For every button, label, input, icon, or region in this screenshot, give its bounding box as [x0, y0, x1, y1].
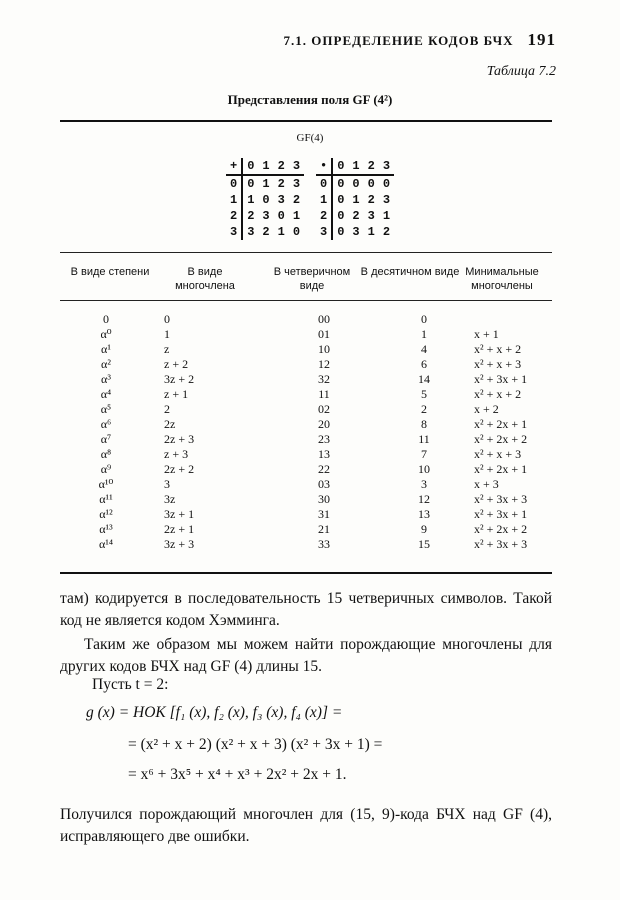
add-cell: 1	[262, 177, 270, 191]
mul-row-header: 3	[316, 224, 332, 240]
cell-dec: 5	[421, 387, 427, 401]
formula-line-3: = x⁶ + 3x⁵ + x⁴ + x³ + 2x² + 2x + 1.	[128, 766, 347, 783]
cell-min: x² + x + 3	[474, 447, 522, 461]
col-header-minimal: Минимальные многочлены	[465, 266, 539, 292]
formula-line-2: = (x² + x + 2) (x² + x + 3) (x² + 3x + 1) =	[128, 736, 383, 753]
cell-quat: 22	[318, 462, 330, 476]
add-cell: 2	[292, 193, 301, 207]
mul-cell: 0	[367, 177, 375, 191]
mul-cell: 2	[382, 225, 391, 239]
mul-cell: 1	[352, 193, 360, 207]
cell-poly: 2z + 2	[164, 462, 195, 476]
add-cell: 0	[247, 177, 255, 191]
cell-min: x² + x + 2	[474, 342, 522, 356]
cell-poly: 3z + 2	[164, 372, 195, 386]
mul-cell: 0	[337, 225, 345, 239]
add-row-header: 1	[226, 192, 242, 208]
cell-dec: 2	[421, 402, 427, 416]
cell-min: x² + 2x + 1	[474, 417, 528, 431]
table-row	[56, 492, 584, 507]
cell-quat: 33	[318, 537, 330, 551]
mul-operator: •	[316, 158, 332, 175]
table-row	[56, 342, 584, 357]
cell-poly: z + 2	[164, 357, 189, 371]
cell-quat: 11	[318, 387, 330, 401]
cell-power: α⁹	[100, 462, 112, 476]
table-row	[56, 462, 584, 477]
table-row	[56, 357, 584, 372]
mul-cell: 2	[367, 193, 375, 207]
add-cell: 3	[277, 193, 285, 207]
cell-min: x² + 2x + 2	[474, 522, 528, 536]
cell-poly: 0	[164, 312, 170, 326]
cell-quat: 00	[318, 312, 330, 326]
add-cell: 0	[277, 209, 285, 223]
cell-power: α¹²	[99, 507, 113, 521]
cell-dec: 0	[421, 312, 427, 326]
cell-power: α⁵	[100, 402, 112, 416]
cell-power: α¹⁴	[98, 537, 114, 551]
mul-row	[316, 224, 394, 240]
cell-dec: 11	[418, 432, 430, 446]
cell-min: x² + 2x + 1	[474, 462, 528, 476]
cell-quat: 20	[318, 417, 330, 431]
col-header-power: В виде степени	[70, 266, 150, 278]
add-row	[226, 208, 304, 224]
add-cell: 1	[247, 193, 255, 207]
table-row	[56, 312, 584, 327]
page-number: 191	[527, 30, 556, 49]
mul-cell: 1	[382, 209, 391, 223]
cell-dec: 13	[418, 507, 430, 521]
cell-poly: 2z + 3	[164, 432, 195, 446]
cell-quat: 02	[318, 402, 330, 416]
paragraph-2: Таким же образом мы можем найти порождающие многочлены для других кодов БЧХ над GF (4) длины 15.	[60, 636, 552, 675]
cell-poly: 2z	[164, 417, 176, 431]
col-header-quaternary: В четверичном виде	[273, 266, 351, 292]
cell-quat: 03	[318, 477, 330, 491]
cell-poly: 1	[164, 327, 170, 341]
formula-line-1: g (x) = НОК [f₁ (x), f₂ (x), f₃ (x), f₄ (x)] =	[86, 704, 343, 721]
table-row	[56, 402, 584, 417]
cell-dec: 8	[421, 417, 427, 431]
cell-quat: 21	[318, 522, 330, 536]
table-row	[56, 387, 584, 402]
cell-min: x + 2	[474, 402, 499, 416]
add-cell: 0	[262, 193, 270, 207]
table-row	[56, 417, 584, 432]
let-statement: Пусть t = 2:	[92, 676, 169, 693]
mul-col-header: 1	[348, 158, 363, 175]
cell-power: α⁷	[100, 432, 112, 446]
cell-quat: 13	[318, 447, 330, 461]
cell-min: x + 3	[474, 477, 499, 491]
add-cell: 0	[292, 225, 301, 239]
add-col-header: 2	[274, 158, 289, 175]
table-title: Представления поля GF (4²)	[227, 92, 393, 107]
cell-quat: 10	[318, 342, 330, 356]
cell-dec: 14	[418, 372, 430, 386]
add-row	[226, 192, 304, 208]
add-col-header: 3	[289, 158, 304, 175]
field-representation-table	[56, 312, 584, 552]
add-row-header: 0	[226, 175, 242, 192]
running-header	[284, 30, 556, 50]
add-cell: 3	[262, 209, 270, 223]
cell-min: x² + 2x + 2	[474, 432, 528, 446]
cell-dec: 7	[421, 447, 427, 461]
table-row	[56, 372, 584, 387]
paragraph-1: там) кодируется в последовательность 15 четверичных символов. Такой код не является кодом Хэмминга.	[60, 590, 552, 629]
cell-power: α²	[101, 357, 111, 371]
cell-min	[474, 312, 584, 327]
mul-cell: 2	[352, 209, 360, 223]
add-cell: 1	[277, 225, 285, 239]
add-row	[226, 224, 304, 240]
top-rule	[60, 120, 552, 122]
add-cell: 2	[247, 209, 255, 223]
cell-min: x² + 3x + 1	[474, 507, 528, 521]
cell-power: α¹¹	[99, 492, 113, 506]
cell-dec: 9	[421, 522, 427, 536]
bottom-rule	[60, 572, 552, 574]
table-row	[56, 537, 584, 552]
mul-cell: 3	[367, 209, 375, 223]
add-cell: 3	[247, 225, 255, 239]
cell-power: α⁸	[100, 447, 112, 461]
divider-rule	[60, 252, 552, 253]
mul-row	[316, 192, 394, 208]
multiplication-table	[316, 158, 394, 240]
gf4-label: GF(4)	[296, 132, 324, 144]
add-cell: 2	[262, 225, 270, 239]
cell-poly: z	[164, 342, 170, 356]
add-operator: +	[226, 158, 242, 175]
cell-poly: z + 1	[164, 387, 189, 401]
cell-power: α¹	[101, 342, 111, 356]
cell-power: α³	[101, 372, 111, 386]
table-row	[56, 432, 584, 447]
add-row	[226, 175, 304, 192]
section-title: 7.1. ОПРЕДЕЛЕНИЕ КОДОВ БЧХ	[283, 33, 514, 48]
add-cell: 3	[292, 177, 301, 191]
mul-row-header: 0	[316, 175, 332, 192]
cell-dec: 4	[421, 342, 427, 356]
mul-col-header: 2	[364, 158, 379, 175]
mul-row	[316, 208, 394, 224]
add-row-header: 3	[226, 224, 242, 240]
cell-poly: 3z + 1	[164, 507, 195, 521]
cell-power: α¹⁰	[98, 477, 114, 491]
cell-dec: 3	[421, 477, 427, 491]
mul-cell: 3	[352, 225, 360, 239]
cell-dec: 1	[421, 327, 427, 341]
cell-quat: 31	[318, 507, 330, 521]
addition-table	[226, 158, 304, 240]
cell-dec: 10	[418, 462, 430, 476]
mul-cell: 0	[337, 193, 345, 207]
add-col-header: 1	[258, 158, 273, 175]
add-cell: 1	[292, 209, 301, 223]
cell-quat: 01	[318, 327, 330, 341]
cell-poly: 3z	[164, 492, 176, 506]
cell-power: α⁰	[100, 327, 112, 341]
cell-poly: z + 3	[164, 447, 189, 461]
add-row-header: 2	[226, 208, 242, 224]
mul-col-header: 0	[332, 158, 348, 175]
table-row	[56, 447, 584, 462]
col-header-decimal: В десятичном виде	[360, 266, 460, 278]
cell-min: x² + 3x + 3	[474, 492, 528, 506]
mul-col-header: 3	[379, 158, 394, 175]
cell-power: 0	[103, 312, 109, 326]
col-header-poly: В виде многочлена	[175, 266, 235, 292]
cell-poly: 2	[164, 402, 170, 416]
cell-min: x² + x + 2	[474, 387, 522, 401]
cell-quat: 30	[318, 492, 330, 506]
cell-power: α¹³	[99, 522, 113, 536]
cell-min: x² + 3x + 3	[474, 537, 528, 551]
mul-cell: 0	[337, 209, 345, 223]
table-row	[56, 522, 584, 537]
cell-power: α⁴	[100, 387, 112, 401]
add-cell: 2	[277, 177, 285, 191]
mul-cell: 0	[382, 177, 391, 191]
table-number: Таблица 7.2	[486, 64, 556, 79]
mul-row-header: 1	[316, 192, 332, 208]
cell-dec: 12	[418, 492, 430, 506]
mul-row	[316, 175, 394, 192]
mul-cell: 3	[382, 193, 391, 207]
table-row	[56, 507, 584, 522]
paragraph-3: Получился порождающий многочлен для (15, 9)-кода БЧХ над GF (4), исправляющего две ошибки.	[60, 806, 552, 845]
cell-dec: 6	[421, 357, 427, 371]
cell-min: x² + 3x + 1	[474, 372, 528, 386]
cell-poly: 3	[164, 477, 170, 491]
cell-power: α⁶	[100, 417, 112, 431]
cell-min: x + 1	[474, 327, 499, 341]
table-row	[56, 327, 584, 342]
cell-quat: 32	[318, 372, 330, 386]
add-col-header: 0	[242, 158, 258, 175]
table-row	[56, 477, 584, 492]
mul-cell: 1	[367, 225, 375, 239]
cell-dec: 15	[418, 537, 430, 551]
cell-quat: 23	[318, 432, 330, 446]
mul-cell: 0	[352, 177, 360, 191]
cell-poly: 2z + 1	[164, 522, 195, 536]
mul-row-header: 2	[316, 208, 332, 224]
mul-cell: 0	[337, 177, 345, 191]
header-rule	[60, 300, 552, 301]
cell-poly: 3z + 3	[164, 537, 195, 551]
cell-quat: 12	[318, 357, 330, 371]
cell-min: x² + x + 3	[474, 357, 522, 371]
